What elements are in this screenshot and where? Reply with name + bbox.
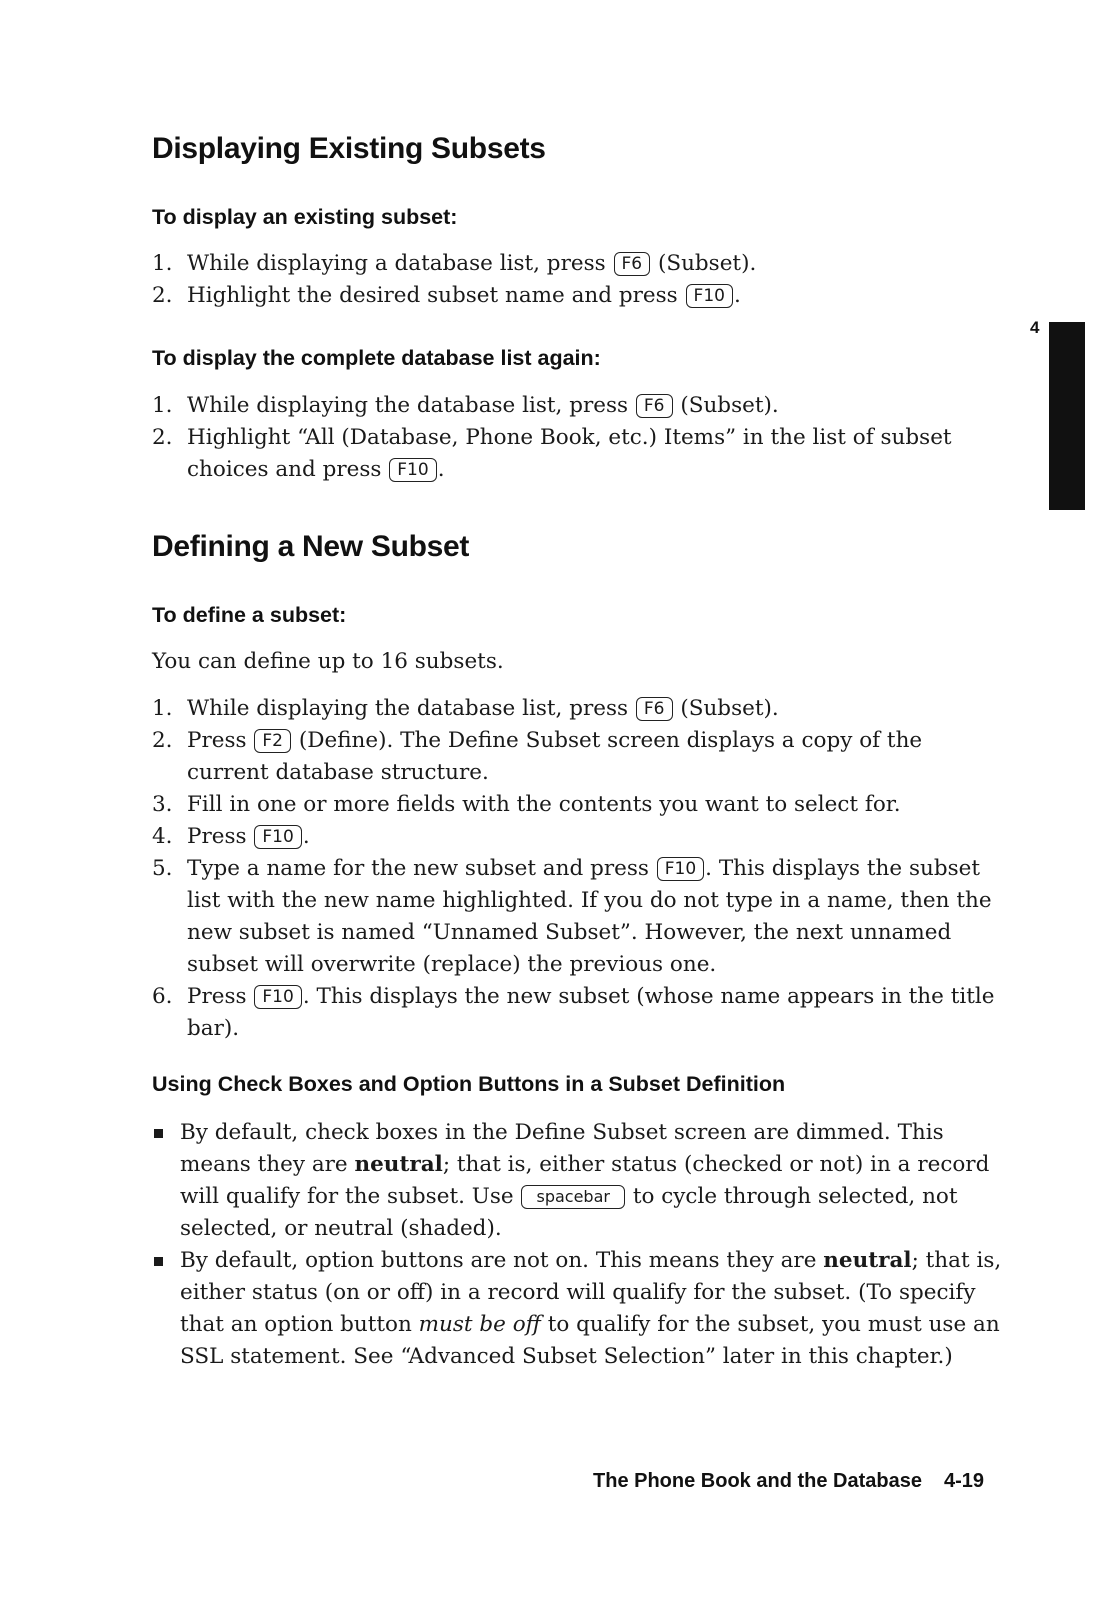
f10-key: F10: [389, 458, 436, 482]
intro-text: You can define up to 16 subsets.: [152, 649, 504, 674]
subheading-display-complete: To display the complete database list again:: [152, 346, 601, 370]
chapter-tab-bar: [1049, 322, 1085, 510]
f10-key: F10: [254, 825, 301, 849]
list-item: 5. Type a name for the new subset and press F10 . This displays the subset list with the new name highlighted. If you do not type in a name, then the new subset is named “Unnamed Subset”. However, the next unnamed subset will overwrite (replace) the previous one.: [152, 856, 992, 977]
f10-key: F10: [686, 284, 733, 308]
steps-define-subset: [152, 693, 1002, 1045]
list-item: 3. Fill in one or more fields with the contents you want to select for.: [152, 792, 901, 817]
page-number: 4-19: [943, 1470, 984, 1492]
f6-key: F6: [636, 394, 673, 418]
define-intro: [152, 646, 1002, 678]
list-item: By default, check boxes in the Define Subset screen are dimmed. This means they are neutral; that is, either status (checked or not) in a record will qualify for the subset. Use spacebar to cycle through selected, not selected, or neutral (shaded).: [152, 1117, 1002, 1245]
chapter-tab-number: 4: [1030, 318, 1040, 337]
must-be-off-emphasis: must be off: [418, 1312, 541, 1337]
footer-title: The Phone Book and the Database: [593, 1470, 922, 1492]
neutral-term: neutral: [354, 1152, 443, 1177]
list-item: 1. While displaying the database list, press F6 (Subset).: [152, 393, 779, 418]
list-item: 2. Highlight the desired subset name and press F10 .: [152, 283, 741, 308]
square-bullet-icon: [154, 1257, 163, 1266]
list-item: 6. Press F10 . This displays the new subset (whose name appears in the title bar).: [152, 984, 995, 1041]
steps-display-complete: [152, 390, 1002, 486]
page-footer: [593, 1470, 984, 1493]
spacebar-key: spacebar: [521, 1185, 624, 1209]
list-item: 2. Press F2 (Define). The Define Subset screen displays a copy of the current database structure.: [152, 728, 923, 785]
list-item: 1. While displaying the database list, press F6 (Subset).: [152, 696, 779, 721]
f2-key: F2: [254, 729, 291, 753]
subheading-define-subset: To define a subset:: [152, 603, 347, 627]
subheading-check-boxes: Using Check Boxes and Option Buttons in a Subset Definition: [152, 1072, 786, 1096]
list-item: 4. Press F10 .: [152, 824, 310, 849]
f10-key: F10: [254, 985, 301, 1009]
subheading-display-existing: To display an existing subset:: [152, 205, 458, 229]
bullets-check-boxes: [152, 1117, 1002, 1373]
list-item: By default, option buttons are not on. This means they are neutral; that is, either status (on or off) in a record will qualify for the subset. (To specify that an option button must be off to qualify for the subset, you must use an SSL statement. See “Advanced Subset Selection” later in this chapter.): [152, 1245, 1002, 1373]
neutral-term: neutral: [823, 1248, 912, 1273]
f6-key: F6: [614, 252, 651, 276]
f6-key: F6: [636, 697, 673, 721]
section-title-defining-subset: Defining a New Subset: [152, 530, 470, 563]
section-title-displaying-subsets: Displaying Existing Subsets: [152, 132, 546, 165]
square-bullet-icon: [154, 1129, 163, 1138]
f10-key: F10: [657, 857, 704, 881]
list-item: 1. While displaying a database list, press F6 (Subset).: [152, 251, 757, 276]
list-item: 2. Highlight “All (Database, Phone Book, etc.) Items” in the list of subset choices and press F10 .: [152, 425, 952, 482]
steps-display-existing: [152, 248, 1002, 312]
